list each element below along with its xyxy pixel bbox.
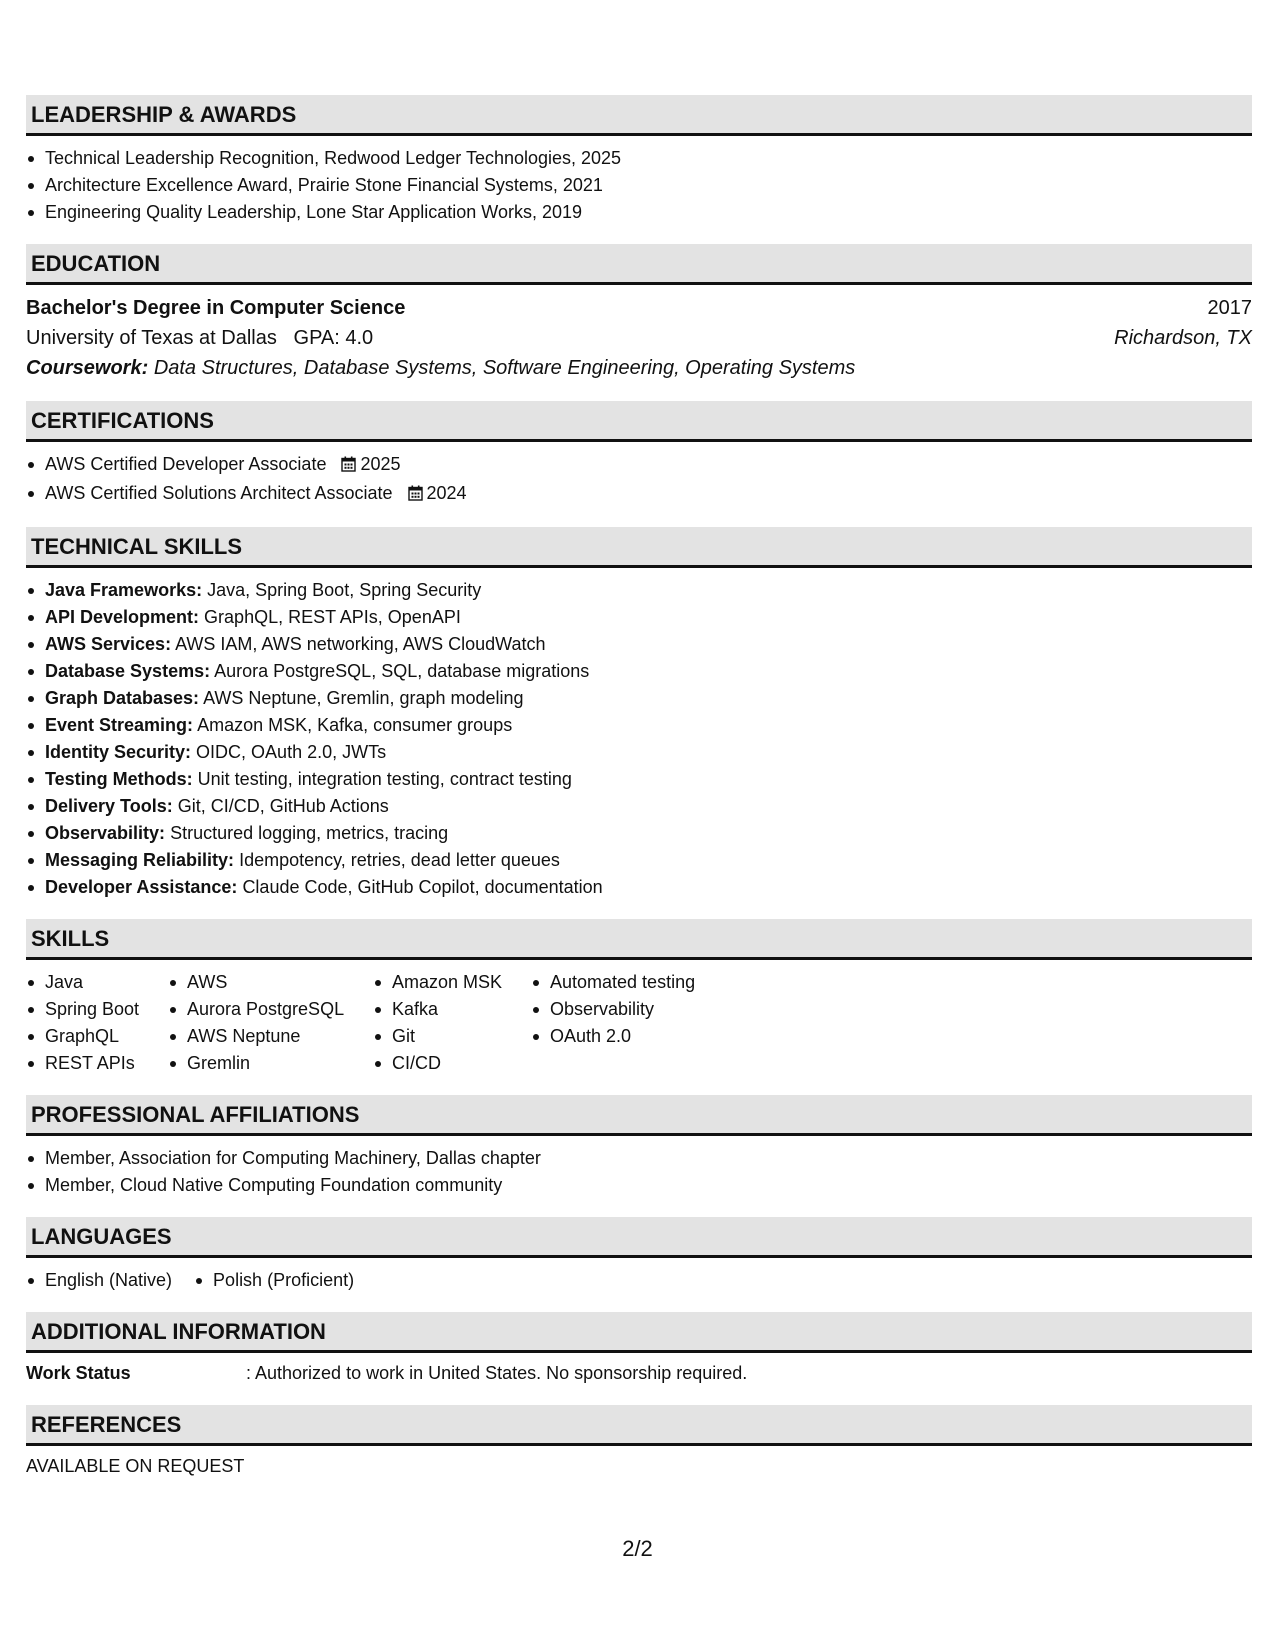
list-item: English (Native) [26, 1267, 172, 1294]
list-item: CI/CD [373, 1050, 531, 1077]
skill-values: AWS IAM, AWS networking, AWS CloudWatch [175, 634, 546, 654]
list-item [26, 631, 1252, 658]
section-header-education: EDUCATION [26, 244, 1252, 285]
references-text: AVAILABLE ON REQUEST [26, 1456, 245, 1476]
skills-section [26, 919, 1252, 1077]
resume-page [26, 95, 1252, 1498]
list-item: Gremlin [168, 1050, 373, 1077]
skills-column [373, 969, 531, 1077]
list-item: GraphQL [26, 1023, 168, 1050]
gpa: GPA: 4.0 [293, 327, 374, 349]
list-item: Polish (Proficient) [194, 1267, 354, 1294]
graduation-year: 2017 [1207, 297, 1252, 319]
technical-skills-section [26, 527, 1252, 901]
list-item: Technical Leadership Recognition, Redwood Ledger Technologies, 2025 [26, 145, 1252, 172]
list-item: Git [373, 1023, 531, 1050]
certification-name: AWS Certified Solutions Architect Associate [45, 483, 393, 503]
list-item: REST APIs [26, 1050, 168, 1077]
skill-category: Java Frameworks: [45, 580, 203, 600]
skill-values: GraphQL, REST APIs, OpenAPI [204, 607, 461, 627]
list-item: Java [26, 969, 168, 996]
list-item [26, 712, 1252, 739]
list-item [26, 793, 1252, 820]
list-item [26, 604, 1252, 631]
list-item: Member, Cloud Native Computing Foundation community [26, 1172, 1252, 1199]
list-item [26, 766, 1252, 793]
page-number: 2/2 [622, 1536, 653, 1561]
certification-year: 2024 [426, 483, 467, 503]
section-header-languages: LANGUAGES [26, 1217, 1252, 1258]
list-item [26, 874, 1252, 901]
list-item [26, 739, 1252, 766]
languages-list [26, 1267, 1252, 1294]
list-item [26, 658, 1252, 685]
skill-category: Event Streaming: [45, 715, 194, 735]
references-section [26, 1405, 1252, 1480]
skill-category: Graph Databases: [45, 688, 200, 708]
skill-category: Identity Security: [45, 742, 192, 762]
languages-section [26, 1217, 1252, 1294]
section-header-affiliations: PROFESSIONAL AFFILIATIONS [26, 1095, 1252, 1136]
list-item: Architecture Excellence Award, Prairie Stone Financial Systems, 2021 [26, 172, 1252, 199]
school-location: Richardson, TX [1114, 327, 1252, 349]
work-status-value: : Authorized to work in United States. No sponsorship required. [246, 1363, 748, 1383]
list-item [26, 820, 1252, 847]
skills-grid [26, 969, 1252, 1077]
list-item: Aurora PostgreSQL [168, 996, 373, 1023]
skills-column [531, 969, 731, 1077]
coursework: Data Structures, Database Systems, Software Engineering, Operating Systems [153, 357, 856, 379]
skill-values: Structured logging, metrics, tracing [170, 823, 449, 843]
skill-values: OIDC, OAuth 2.0, JWTs [196, 742, 387, 762]
certifications-section [26, 401, 1252, 509]
certification-year: 2025 [360, 454, 401, 474]
skill-values: Claude Code, GitHub Copilot, documentation [242, 877, 603, 897]
list-item: Kafka [373, 996, 531, 1023]
list-item: Amazon MSK [373, 969, 531, 996]
skill-category: Testing Methods: [45, 769, 193, 789]
skill-values: AWS Neptune, Gremlin, graph modeling [203, 688, 524, 708]
leadership-section [26, 95, 1252, 226]
education-section [26, 244, 1252, 383]
section-header-technical-skills: TECHNICAL SKILLS [26, 527, 1252, 568]
skill-values: Java, Spring Boot, Spring Security [207, 580, 482, 600]
affiliations-list [26, 1145, 1252, 1199]
skill-category: API Development: [45, 607, 200, 627]
list-item [26, 451, 1252, 480]
skill-values: Amazon MSK, Kafka, consumer groups [197, 715, 513, 735]
skill-category: Delivery Tools: [45, 796, 173, 816]
list-item: Engineering Quality Leadership, Lone Star Application Works, 2019 [26, 199, 1252, 226]
technical-skills-list [26, 577, 1252, 901]
list-item [26, 847, 1252, 874]
skill-values: Git, CI/CD, GitHub Actions [177, 796, 389, 816]
list-item: OAuth 2.0 [531, 1023, 731, 1050]
school-name: University of Texas at Dallas [26, 327, 277, 349]
coursework-label: Coursework: [26, 357, 149, 379]
list-item [26, 480, 1252, 509]
section-header-leadership: LEADERSHIP & AWARDS [26, 95, 1252, 136]
degree: Bachelor's Degree in Computer Science [26, 297, 406, 319]
list-item: Spring Boot [26, 996, 168, 1023]
certification-name: AWS Certified Developer Associate [45, 454, 327, 474]
affiliations-section [26, 1095, 1252, 1199]
section-header-additional-info: ADDITIONAL INFORMATION [26, 1312, 1252, 1353]
skill-category: Developer Assistance: [45, 877, 238, 897]
skills-column [26, 969, 168, 1077]
list-item [26, 685, 1252, 712]
list-item: Observability [531, 996, 731, 1023]
skill-category: Messaging Reliability: [45, 850, 235, 870]
skill-category: AWS Services: [45, 634, 172, 654]
calendar-icon [408, 482, 423, 509]
section-header-references: REFERENCES [26, 1405, 1252, 1446]
skills-column [168, 969, 373, 1077]
list-item: Automated testing [531, 969, 731, 996]
work-status-row [26, 1360, 1252, 1387]
list-item [26, 577, 1252, 604]
skill-values: Unit testing, integration testing, contract testing [197, 769, 572, 789]
list-item: Member, Association for Computing Machinery, Dallas chapter [26, 1145, 1252, 1172]
certifications-list [26, 451, 1252, 509]
list-item: AWS [168, 969, 373, 996]
leadership-list [26, 145, 1252, 226]
calendar-icon [341, 453, 356, 480]
skill-values: Idempotency, retries, dead letter queues [239, 850, 560, 870]
skill-category: Database Systems: [45, 661, 211, 681]
skill-category: Observability: [45, 823, 166, 843]
additional-info-section [26, 1312, 1252, 1387]
list-item: AWS Neptune [168, 1023, 373, 1050]
section-header-certifications: CERTIFICATIONS [26, 401, 1252, 442]
education-entry [26, 285, 1252, 383]
skill-values: Aurora PostgreSQL, SQL, database migrations [214, 661, 590, 681]
section-header-skills: SKILLS [26, 919, 1252, 960]
work-status-label: Work Status [26, 1363, 131, 1383]
